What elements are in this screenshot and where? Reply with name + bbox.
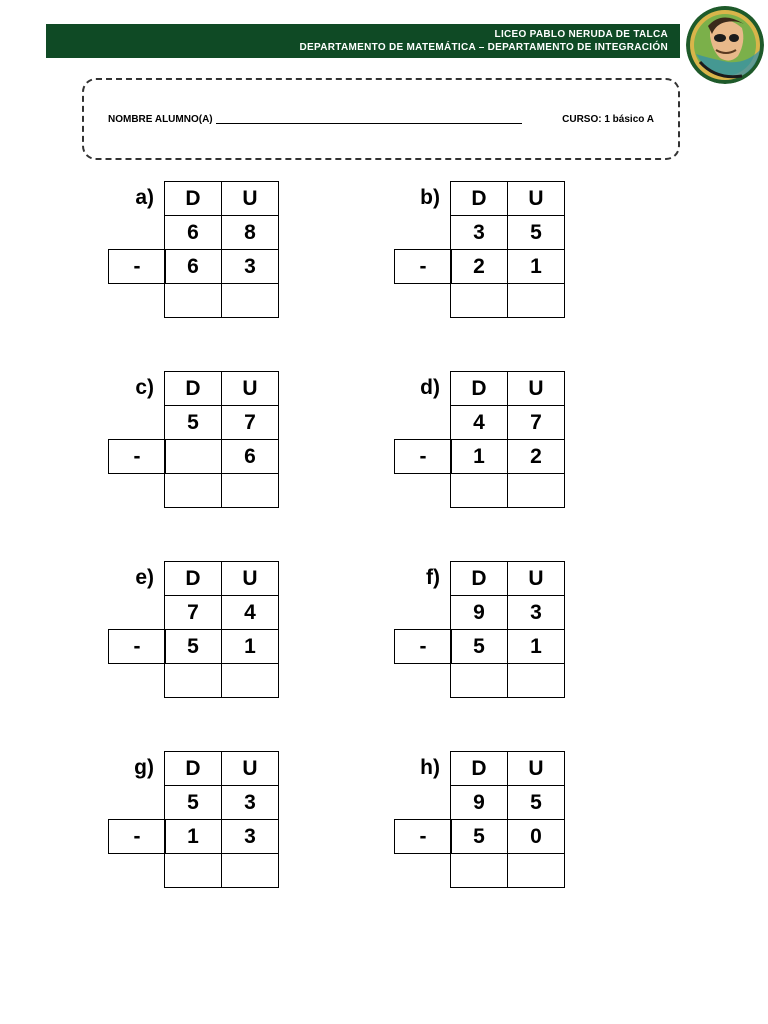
- answer-tens-cell[interactable]: [450, 283, 508, 318]
- tens-header: D: [164, 561, 222, 596]
- minuend-units: 5: [507, 785, 565, 820]
- minuend-tens: 5: [164, 405, 222, 440]
- minuend-units: 3: [221, 785, 279, 820]
- units-header: U: [507, 181, 565, 216]
- subtrahend-units: 6: [221, 439, 279, 474]
- minuend-tens: 9: [450, 595, 508, 630]
- units-header: U: [221, 751, 279, 786]
- tens-header: D: [164, 181, 222, 216]
- units-header: U: [221, 561, 279, 596]
- minus-sign: -: [394, 629, 452, 664]
- school-name: LICEO PABLO NERUDA DE TALCA: [494, 29, 668, 40]
- department-name: DEPARTAMENTO DE MATEMÁTICA – DEPARTAMENTO DE INTEGRACIÓN: [299, 42, 668, 53]
- student-name-label: NOMBRE ALUMNO(A): [108, 114, 213, 125]
- minus-sign: -: [108, 819, 166, 854]
- units-header: U: [507, 371, 565, 406]
- tens-header: D: [450, 751, 508, 786]
- school-emblem-portrait-icon: [686, 6, 764, 84]
- units-header: U: [507, 751, 565, 786]
- subtrahend-units: 3: [221, 249, 279, 284]
- tens-header: D: [450, 561, 508, 596]
- subtrahend-units: 1: [507, 629, 565, 664]
- subtrahend-tens: 6: [164, 249, 222, 284]
- units-header: U: [221, 371, 279, 406]
- subtrahend-tens: 1: [450, 439, 508, 474]
- minus-sign: -: [108, 249, 166, 284]
- answer-units-cell[interactable]: [221, 663, 279, 698]
- answer-tens-cell[interactable]: [450, 663, 508, 698]
- problem-label: g): [134, 756, 154, 779]
- answer-tens-cell[interactable]: [450, 853, 508, 888]
- minuend-units: 5: [507, 215, 565, 250]
- minuend-tens: 4: [450, 405, 508, 440]
- answer-tens-cell[interactable]: [164, 663, 222, 698]
- minus-sign: -: [108, 629, 166, 664]
- subtrahend-units: 3: [221, 819, 279, 854]
- problem-label: c): [135, 376, 154, 399]
- problem-label: d): [420, 376, 440, 399]
- subtrahend-tens: 1: [164, 819, 222, 854]
- answer-units-cell[interactable]: [507, 283, 565, 318]
- units-header: U: [507, 561, 565, 596]
- minuend-units: 7: [221, 405, 279, 440]
- minuend-units: 3: [507, 595, 565, 630]
- tens-header: D: [450, 181, 508, 216]
- minuend-units: 4: [221, 595, 279, 630]
- student-name-field[interactable]: [108, 114, 522, 125]
- subtrahend-tens: 5: [164, 629, 222, 664]
- problem-label: b): [420, 186, 440, 209]
- minuend-tens: 9: [450, 785, 508, 820]
- minus-sign: -: [394, 819, 452, 854]
- subtrahend-units: 1: [507, 249, 565, 284]
- school-header-bar: [46, 24, 680, 58]
- tens-header: D: [164, 371, 222, 406]
- minuend-units: 7: [507, 405, 565, 440]
- student-name-blank[interactable]: [216, 123, 522, 124]
- minus-sign: -: [394, 439, 452, 474]
- answer-tens-cell[interactable]: [164, 853, 222, 888]
- answer-tens-cell[interactable]: [450, 473, 508, 508]
- minuend-tens: 5: [164, 785, 222, 820]
- subtrahend-units: 2: [507, 439, 565, 474]
- course-label: CURSO: 1 básico A: [562, 114, 654, 125]
- subtrahend-tens: [164, 439, 222, 474]
- subtrahend-tens: 2: [450, 249, 508, 284]
- tens-header: D: [164, 751, 222, 786]
- minuend-tens: 3: [450, 215, 508, 250]
- subtrahend-units: 0: [507, 819, 565, 854]
- answer-units-cell[interactable]: [507, 473, 565, 508]
- minus-sign: -: [394, 249, 452, 284]
- minuend-tens: 7: [164, 595, 222, 630]
- problem-label: h): [420, 756, 440, 779]
- answer-units-cell[interactable]: [221, 853, 279, 888]
- answer-tens-cell[interactable]: [164, 283, 222, 318]
- answer-units-cell[interactable]: [221, 473, 279, 508]
- problem-label: e): [135, 566, 154, 589]
- subtrahend-units: 1: [221, 629, 279, 664]
- tens-header: D: [450, 371, 508, 406]
- minuend-units: 8: [221, 215, 279, 250]
- problem-label: a): [135, 186, 154, 209]
- student-info-box: [82, 78, 680, 160]
- answer-units-cell[interactable]: [221, 283, 279, 318]
- subtrahend-tens: 5: [450, 629, 508, 664]
- answer-tens-cell[interactable]: [164, 473, 222, 508]
- minus-sign: -: [108, 439, 166, 474]
- minuend-tens: 6: [164, 215, 222, 250]
- problem-label: f): [426, 566, 440, 589]
- subtrahend-tens: 5: [450, 819, 508, 854]
- answer-units-cell[interactable]: [507, 853, 565, 888]
- units-header: U: [221, 181, 279, 216]
- answer-units-cell[interactable]: [507, 663, 565, 698]
